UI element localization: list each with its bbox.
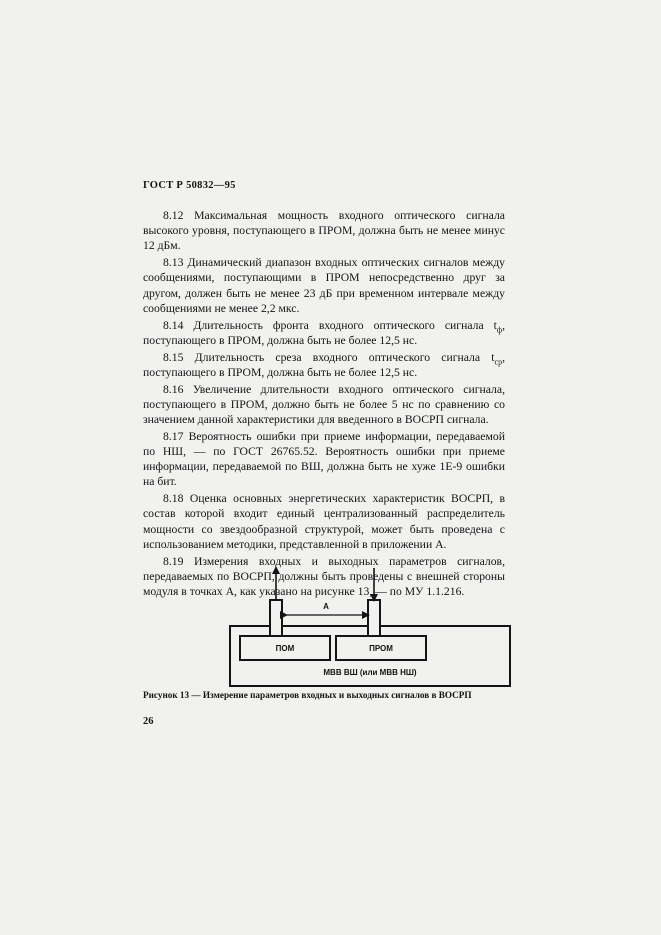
paragraph-8-14 — [143, 318, 505, 348]
paragraph-8-14-text: 8.14 Длительность фронта входного оптического сигнала t — [163, 318, 497, 332]
figure-caption: Рисунок 13 — Измерение параметров входных и выходных сигналов в ВОСРП — [143, 690, 472, 700]
subscript-front: ф — [496, 324, 503, 334]
pom-label: ПОМ — [275, 644, 295, 653]
paragraph-8-15-tail: , поступающего в ПРОМ, должна быть не более 12,5 нс. — [143, 350, 505, 379]
paragraph-8-14-tail: , поступающего в ПРОМ, должна быть не более 12,5 нс. — [143, 318, 505, 347]
prom-connector — [368, 600, 380, 636]
subscript-fall: ср — [494, 356, 503, 366]
point-a-label: А — [323, 602, 329, 611]
paragraph-8-15-text: 8.15 Длительность среза входного оптического сигнала t — [163, 350, 495, 364]
module-label: МВВ ВШ (или МВВ НШ) — [323, 668, 417, 677]
body-text — [143, 208, 505, 601]
pom-connector — [270, 600, 282, 636]
paragraph-8-15 — [143, 350, 505, 380]
page-number: 26 — [143, 716, 154, 727]
paragraph-8-12: 8.12 Максимальная мощность входного оптического сигнала высокого уровня, поступающего в ПРОМ, должна быть не менее минус 12 дБм. — [143, 209, 505, 253]
paragraph-8-18: 8.18 Оценка основных энергетических характеристик ВОСРП, в состав которой входит единый централизованный распределитель мощности со звездообразной структурой, может быть проведена с использованием методики, представленной в приложении А. — [143, 492, 505, 551]
paragraph-8-16: 8.16 Увеличение длительности входного оптического сигнала, поступающего в ПРОМ, должно быть не более 5 нс по сравнению со значением данной характеристики для введенного в ВОСРП сигнала. — [143, 382, 505, 427]
prom-label: ПРОМ — [369, 644, 393, 653]
figure-13 — [226, 566, 526, 692]
document-header: ГОСТ Р 50832—95 — [143, 180, 236, 191]
paragraph-8-13: 8.13 Динамический диапазон входных оптических сигналов между сообщениями, поступающими в ПРОМ непосредственно друг за другом, должен быть не менее 23 дБ при временном интервале между сообщениями не менее 2,2 мкс. — [143, 256, 505, 315]
paragraph-8-19: 8.19 Измерения входных и выходных параметров сигналов, передаваемых по ВОСРП, должны быть проведены с внешней стороны модуля в точках А, как указано на рисунке 13, — по МУ 1.1.216. — [143, 554, 505, 599]
paragraph-8-17: 8.17 Вероятность ошибки при приеме информации, передаваемой по НШ, — по ГОСТ 26765.52. Вероятность ошибки при приеме информации, передаваемой по ВШ, должна быть не хуже 1E-9 ошибки на бит. — [143, 429, 505, 489]
